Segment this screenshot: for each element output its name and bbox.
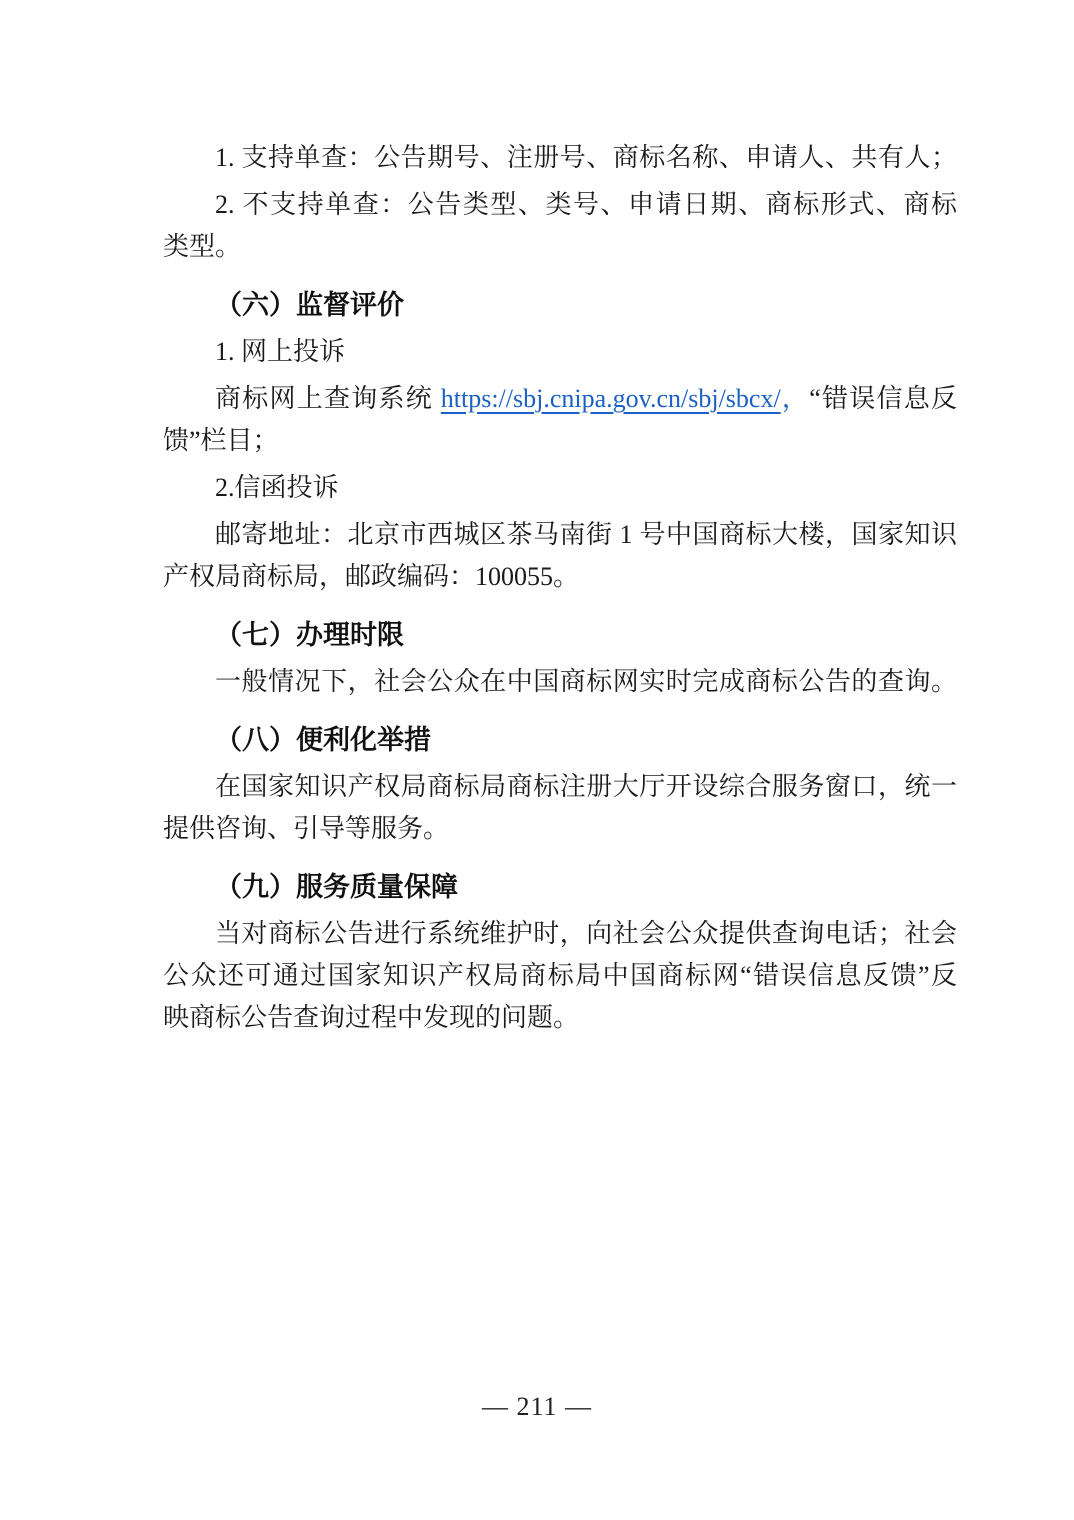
text-segment: 映商标公告查询过程中发现的问题。 bbox=[163, 1003, 580, 1032]
section-heading bbox=[163, 719, 957, 761]
text-segment: 当对商标公告进行系统维护时，向社会公众提供查询电话；社会 bbox=[215, 919, 957, 948]
section-heading bbox=[163, 866, 957, 908]
text-segment: 1. 支持单查：公告期号、注册号、商标名称、申请人、共有人； bbox=[215, 143, 957, 172]
text-line bbox=[163, 556, 957, 598]
paragraph bbox=[163, 137, 957, 179]
text-line bbox=[163, 467, 957, 509]
text-segment: 公众还可通过国家知识产权局商标局中国商标网“错误信息反馈”反 bbox=[163, 961, 957, 990]
text-segment: 一般情况下，社会公众在中国商标网实时完成商标公告的查询。 bbox=[215, 667, 957, 696]
section-heading bbox=[163, 614, 957, 656]
document-content bbox=[163, 137, 957, 1039]
paragraph bbox=[163, 766, 957, 850]
text-segment: 商标网上查询系统 bbox=[215, 384, 441, 413]
text-segment: “错误信息反 bbox=[809, 384, 957, 413]
paragraph bbox=[163, 514, 957, 598]
text-segment: （六）监督评价 bbox=[215, 290, 404, 320]
paragraph bbox=[163, 467, 957, 509]
text-line bbox=[163, 378, 957, 420]
hyperlink[interactable]: https://sbj.cnipa.gov.cn/sbj/sbcx/ bbox=[440, 384, 781, 413]
paragraph bbox=[163, 184, 957, 268]
text-line bbox=[163, 184, 957, 226]
text-segment: 2.信函投诉 bbox=[215, 473, 339, 502]
text-line bbox=[163, 661, 957, 703]
text-segment: 产权局商标局，邮政编码：100055。 bbox=[163, 562, 580, 591]
section-heading bbox=[163, 284, 957, 326]
text-line bbox=[163, 955, 957, 997]
text-segment: 2. 不支持单查：公告类型、类号、申请日期、商标形式、商标 bbox=[215, 190, 957, 219]
page-footer bbox=[0, 1386, 1074, 1428]
text-segment: （九）服务质量保障 bbox=[215, 872, 458, 902]
text-line bbox=[163, 913, 957, 955]
text-segment: 提供咨询、引导等服务。 bbox=[163, 814, 450, 843]
text-line bbox=[163, 284, 957, 326]
text-line bbox=[163, 514, 957, 556]
text-line bbox=[163, 226, 957, 268]
text-line bbox=[163, 331, 957, 373]
paragraph bbox=[163, 331, 957, 373]
text-segment: 类型。 bbox=[163, 232, 242, 261]
page-number: — 211 — bbox=[481, 1392, 593, 1421]
text-line bbox=[163, 420, 957, 462]
text-line bbox=[163, 866, 957, 908]
text-segment: （八）便利化举措 bbox=[215, 725, 431, 755]
text-segment: 1. 网上投诉 bbox=[215, 337, 346, 366]
text-segment: 邮寄地址：北京市西城区茶马南街 1 号中国商标大楼，国家知识 bbox=[215, 520, 957, 549]
paragraph bbox=[163, 913, 957, 1039]
text-segment: ， bbox=[780, 384, 810, 413]
text-line bbox=[163, 137, 957, 179]
text-segment: 在国家知识产权局商标局商标注册大厅开设综合服务窗口，统一 bbox=[215, 772, 957, 801]
text-line bbox=[163, 766, 957, 808]
paragraph bbox=[163, 378, 957, 462]
text-line bbox=[163, 808, 957, 850]
text-line bbox=[163, 614, 957, 656]
text-segment: （七）办理时限 bbox=[215, 620, 404, 650]
text-segment: 馈”栏目； bbox=[163, 426, 279, 455]
paragraph bbox=[163, 661, 957, 703]
text-line bbox=[163, 719, 957, 761]
text-line bbox=[163, 997, 957, 1039]
